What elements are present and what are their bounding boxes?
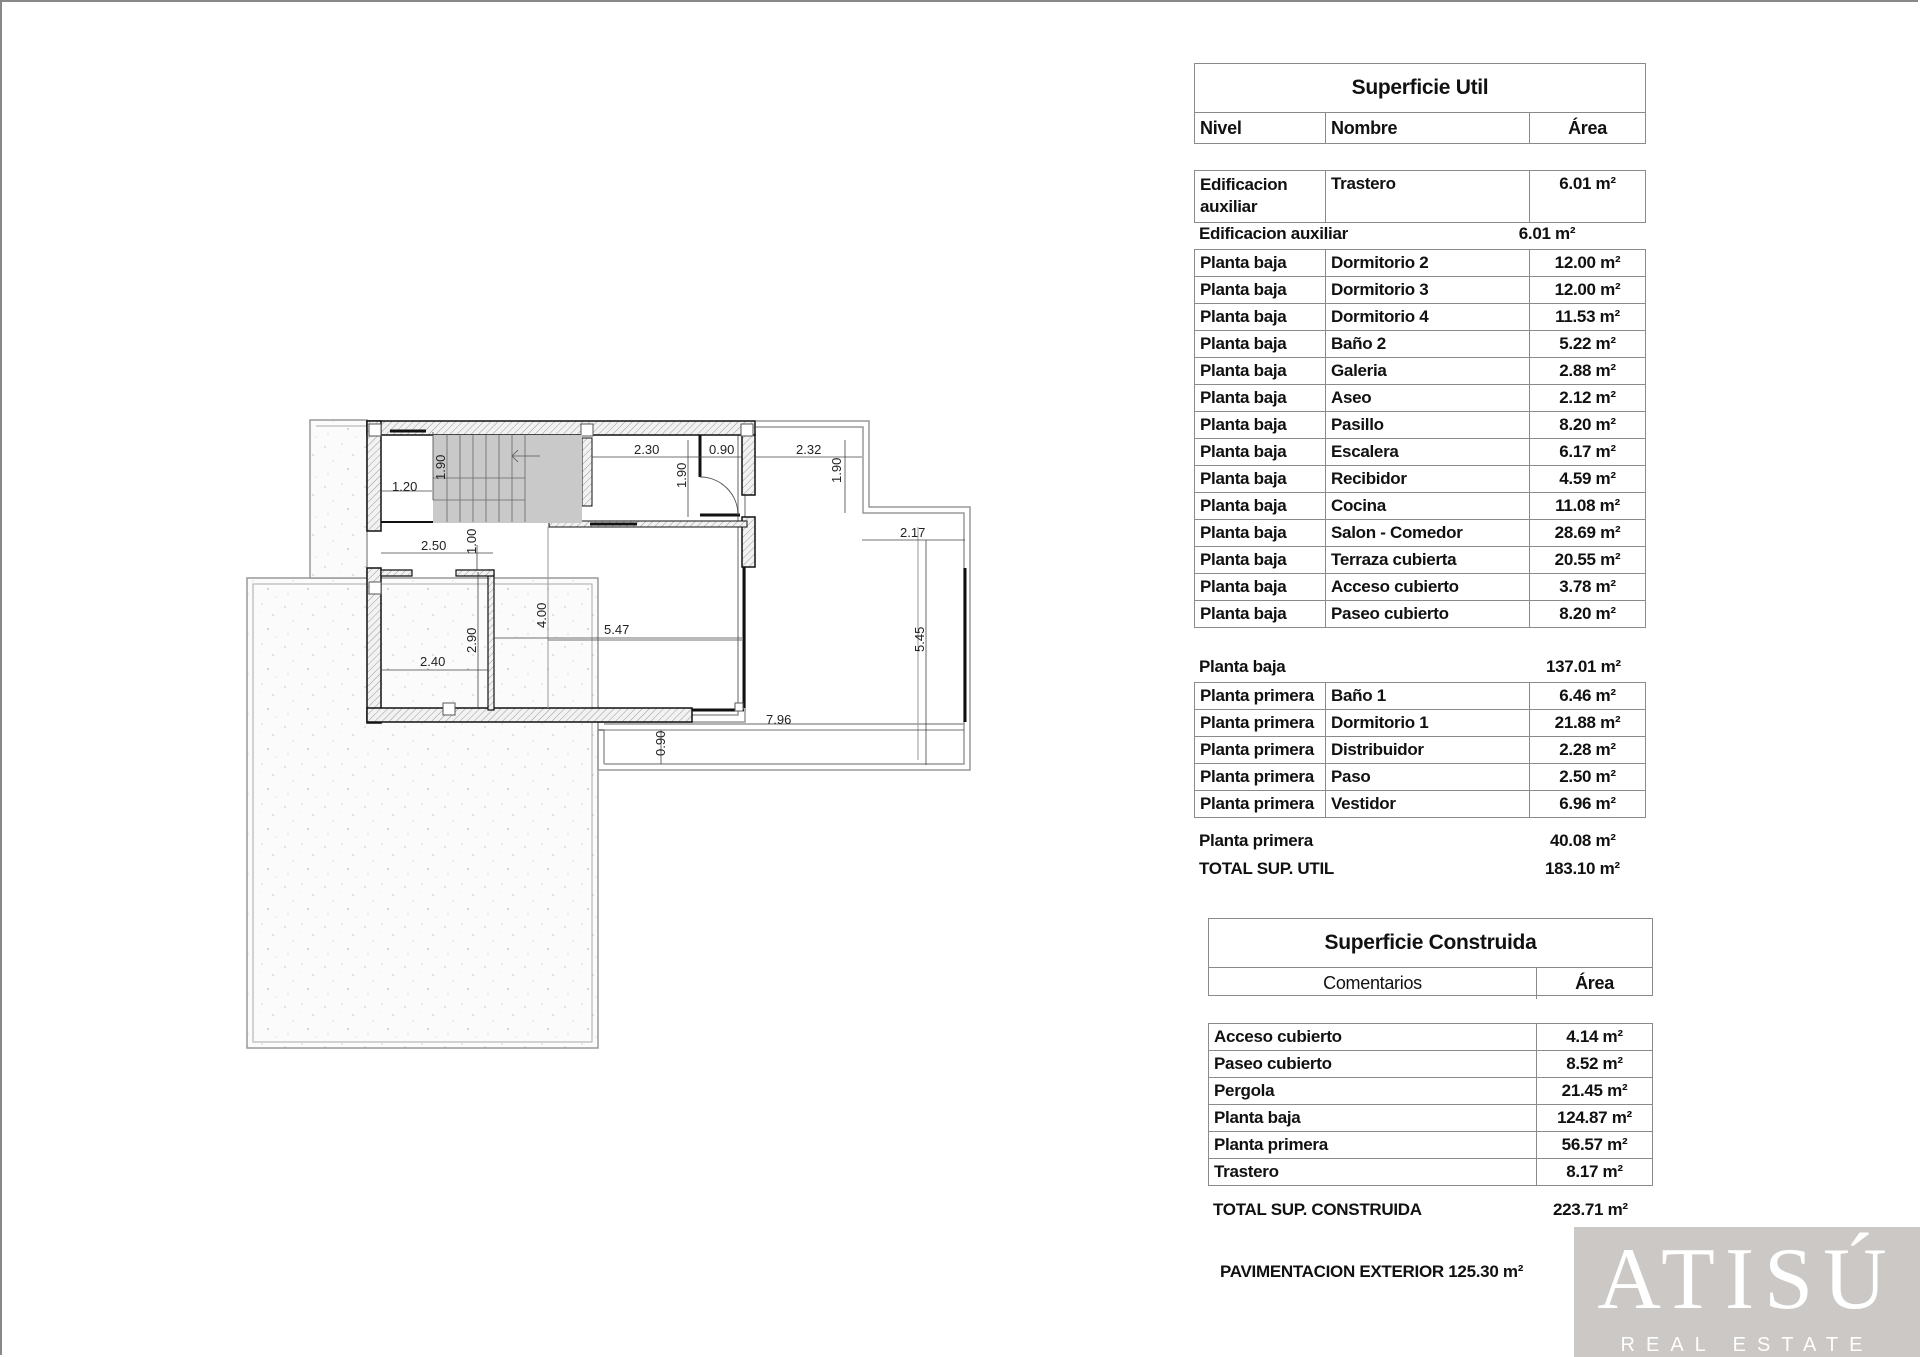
util-table-planta-primera bbox=[1194, 682, 1646, 818]
cell-nombre: Planta baja bbox=[1209, 1105, 1537, 1132]
table-row bbox=[1195, 737, 1646, 764]
col-area-header: Área bbox=[1568, 118, 1607, 138]
table-row bbox=[1195, 385, 1646, 412]
cell-area: 6.01 m² bbox=[1530, 171, 1646, 223]
table-row bbox=[1195, 412, 1646, 439]
table-row bbox=[1195, 439, 1646, 466]
col-nivel-header: Nivel bbox=[1195, 113, 1326, 144]
cell-area: 4.59 m² bbox=[1530, 466, 1646, 493]
subtotal-area: 137.01 m² bbox=[1546, 657, 1621, 676]
cell-area: 2.28 m² bbox=[1530, 737, 1646, 764]
table-row bbox=[1195, 250, 1646, 277]
cell-nivel: Planta baja bbox=[1195, 412, 1326, 439]
cell-nombre: Dormitorio 2 bbox=[1326, 250, 1530, 277]
table-row bbox=[1195, 171, 1646, 223]
cell-area: 6.17 m² bbox=[1530, 439, 1646, 466]
cell-nombre: Salon - Comedor bbox=[1326, 520, 1530, 547]
dim-4-00: 4.00 bbox=[534, 602, 549, 628]
cell-nombre: Recibidor bbox=[1326, 466, 1530, 493]
floor-plan bbox=[0, 0, 1000, 1100]
subtotal-area: 40.08 m² bbox=[1550, 831, 1616, 850]
cell-nombre: Aseo bbox=[1326, 385, 1530, 412]
dim-5-47: 5.47 bbox=[604, 622, 630, 637]
dim-2-32: 2.32 bbox=[796, 442, 822, 457]
cell-nivel: Planta baja bbox=[1195, 358, 1326, 385]
cell-nivel: Planta baja bbox=[1195, 250, 1326, 277]
dim-5-45: 5.45 bbox=[912, 626, 927, 652]
dim-0-90-bottom: 0.90 bbox=[653, 730, 668, 756]
cell-nombre: Terraza cubierta bbox=[1326, 547, 1530, 574]
cell-area: 8.20 m² bbox=[1530, 412, 1646, 439]
cell-nombre: Acceso cubierto bbox=[1209, 1024, 1537, 1051]
cell-nombre: Distribuidor bbox=[1326, 737, 1530, 764]
cell-area: 56.57 m² bbox=[1537, 1132, 1653, 1159]
total-construida-label: TOTAL SUP. CONSTRUIDA bbox=[1213, 1200, 1422, 1219]
table-row bbox=[1195, 601, 1646, 628]
cell-nivel: Planta primera bbox=[1195, 710, 1326, 737]
cell-area: 4.14 m² bbox=[1537, 1024, 1653, 1051]
col-comentarios-header: Comentarios bbox=[1209, 968, 1537, 999]
table-row bbox=[1195, 764, 1646, 791]
table-row bbox=[1195, 791, 1646, 818]
cell-area: 2.50 m² bbox=[1530, 764, 1646, 791]
cell-nombre: Dormitorio 3 bbox=[1326, 277, 1530, 304]
table-row bbox=[1195, 574, 1646, 601]
cell-nivel: Planta baja bbox=[1195, 547, 1326, 574]
atisu-logo bbox=[1574, 1227, 1920, 1357]
cell-nombre: Cocina bbox=[1326, 493, 1530, 520]
col-nombre-header: Nombre bbox=[1326, 113, 1530, 144]
cell-area: 8.17 m² bbox=[1537, 1159, 1653, 1186]
cell-nivel: Planta primera bbox=[1195, 764, 1326, 791]
cell-nombre: Paso bbox=[1326, 764, 1530, 791]
cell-area: 21.88 m² bbox=[1530, 710, 1646, 737]
util-table-auxiliar bbox=[1194, 170, 1646, 223]
dim-2-90: 2.90 bbox=[464, 627, 479, 653]
cell-area: 124.87 m² bbox=[1537, 1105, 1653, 1132]
cell-nombre: Dormitorio 1 bbox=[1326, 710, 1530, 737]
cell-nombre: Paseo cubierto bbox=[1209, 1051, 1537, 1078]
cell-area: 11.53 m² bbox=[1530, 304, 1646, 331]
logo-brand: ATISÚ bbox=[1597, 1231, 1897, 1328]
cell-area: 12.00 m² bbox=[1530, 277, 1646, 304]
cell-nombre: Dormitorio 4 bbox=[1326, 304, 1530, 331]
cell-nombre: Planta primera bbox=[1209, 1132, 1537, 1159]
table-row bbox=[1195, 493, 1646, 520]
cell-area: 2.12 m² bbox=[1530, 385, 1646, 412]
col-area-header: Área bbox=[1575, 973, 1614, 993]
table-row bbox=[1209, 1051, 1653, 1078]
dim-7-96: 7.96 bbox=[766, 712, 792, 727]
table-row bbox=[1195, 466, 1646, 493]
total-construida-area: 223.71 m² bbox=[1553, 1200, 1628, 1219]
subtotal-label: Planta primera bbox=[1199, 831, 1313, 850]
cell-nivel: Planta baja bbox=[1195, 574, 1326, 601]
logo-tagline: REAL ESTATE bbox=[1620, 1334, 1874, 1356]
dim-2-40: 2.40 bbox=[420, 654, 446, 669]
staircase bbox=[433, 435, 582, 523]
superficie-construida-title: Superficie Construida bbox=[1209, 919, 1652, 968]
table-row bbox=[1209, 1159, 1653, 1186]
superficie-util-title: Superficie Util bbox=[1195, 64, 1645, 113]
cell-nivel: Planta baja bbox=[1195, 385, 1326, 412]
construida-table bbox=[1208, 1023, 1653, 1186]
cell-nombre: Baño 1 bbox=[1326, 683, 1530, 710]
table-row bbox=[1209, 1078, 1653, 1105]
cell-area: 28.69 m² bbox=[1530, 520, 1646, 547]
cell-nombre: Pergola bbox=[1209, 1078, 1537, 1105]
cell-nombre: Acceso cubierto bbox=[1326, 574, 1530, 601]
util-table-planta-baja bbox=[1194, 249, 1646, 628]
cell-nombre: Pasillo bbox=[1326, 412, 1530, 439]
superficie-construida-header bbox=[1208, 918, 1653, 996]
cell-nivel: Planta primera bbox=[1195, 737, 1326, 764]
dim-1-20: 1.20 bbox=[392, 479, 418, 494]
table-row bbox=[1195, 683, 1646, 710]
cell-nivel: Planta primera bbox=[1195, 791, 1326, 818]
subtotal-label: Planta baja bbox=[1199, 657, 1286, 676]
pavimentacion-exterior: PAVIMENTACION EXTERIOR 125.30 m² bbox=[1220, 1262, 1524, 1281]
cell-area: 5.22 m² bbox=[1530, 331, 1646, 358]
cell-nivel: Planta baja bbox=[1195, 601, 1326, 628]
cell-area: 12.00 m² bbox=[1530, 250, 1646, 277]
cell-area: 8.20 m² bbox=[1530, 601, 1646, 628]
superficie-util-header bbox=[1194, 63, 1646, 144]
cell-area: 6.46 m² bbox=[1530, 683, 1646, 710]
dim-2-50: 2.50 bbox=[421, 538, 447, 553]
table-row bbox=[1195, 358, 1646, 385]
cell-nivel: Planta primera bbox=[1195, 683, 1326, 710]
cell-area: 3.78 m² bbox=[1530, 574, 1646, 601]
cell-area: 8.52 m² bbox=[1537, 1051, 1653, 1078]
cell-nombre: Trastero bbox=[1209, 1159, 1537, 1186]
cell-nivel: Planta baja bbox=[1195, 493, 1326, 520]
total-util-label: TOTAL SUP. UTIL bbox=[1199, 859, 1334, 878]
dim-1-90-right: 1.90 bbox=[829, 457, 844, 483]
dim-2-30: 2.30 bbox=[634, 442, 660, 457]
cell-nivel: Planta baja bbox=[1195, 277, 1326, 304]
table-row bbox=[1209, 1024, 1653, 1051]
dim-1-90-stair: 1.90 bbox=[433, 454, 448, 480]
table-row bbox=[1195, 710, 1646, 737]
cell-nivel: Edificacion auxiliar bbox=[1195, 171, 1326, 223]
table-row bbox=[1209, 1132, 1653, 1159]
cell-area: 6.96 m² bbox=[1530, 791, 1646, 818]
cell-nombre: Escalera bbox=[1326, 439, 1530, 466]
cell-nombre: Vestidor bbox=[1326, 791, 1530, 818]
cell-nivel: Planta baja bbox=[1195, 466, 1326, 493]
cell-nombre: Galeria bbox=[1326, 358, 1530, 385]
cell-area: 20.55 m² bbox=[1530, 547, 1646, 574]
dim-2-17: 2.17 bbox=[900, 525, 926, 540]
table-row bbox=[1195, 277, 1646, 304]
subtotal-area: 6.01 m² bbox=[1518, 224, 1576, 243]
subtotal-label: Edificacion auxiliar bbox=[1199, 224, 1348, 243]
dim-1-00: 1.00 bbox=[464, 528, 479, 554]
dim-0-90-top: 0.90 bbox=[709, 442, 735, 457]
cell-area: 21.45 m² bbox=[1537, 1078, 1653, 1105]
cell-nombre: Trastero bbox=[1326, 171, 1530, 223]
cell-nivel: Planta baja bbox=[1195, 520, 1326, 547]
cell-nivel: Planta baja bbox=[1195, 304, 1326, 331]
cell-nivel: Planta baja bbox=[1195, 439, 1326, 466]
dim-1-90-door: 1.90 bbox=[674, 462, 689, 488]
table-row bbox=[1195, 520, 1646, 547]
table-row bbox=[1195, 304, 1646, 331]
table-row bbox=[1195, 331, 1646, 358]
cell-nivel: Planta baja bbox=[1195, 331, 1326, 358]
cell-area: 2.88 m² bbox=[1530, 358, 1646, 385]
cell-nombre: Baño 2 bbox=[1326, 331, 1530, 358]
cell-area: 11.08 m² bbox=[1530, 493, 1646, 520]
table-row bbox=[1195, 547, 1646, 574]
table-row bbox=[1209, 1105, 1653, 1132]
total-util-area: 183.10 m² bbox=[1545, 859, 1620, 878]
cell-nombre: Paseo cubierto bbox=[1326, 601, 1530, 628]
